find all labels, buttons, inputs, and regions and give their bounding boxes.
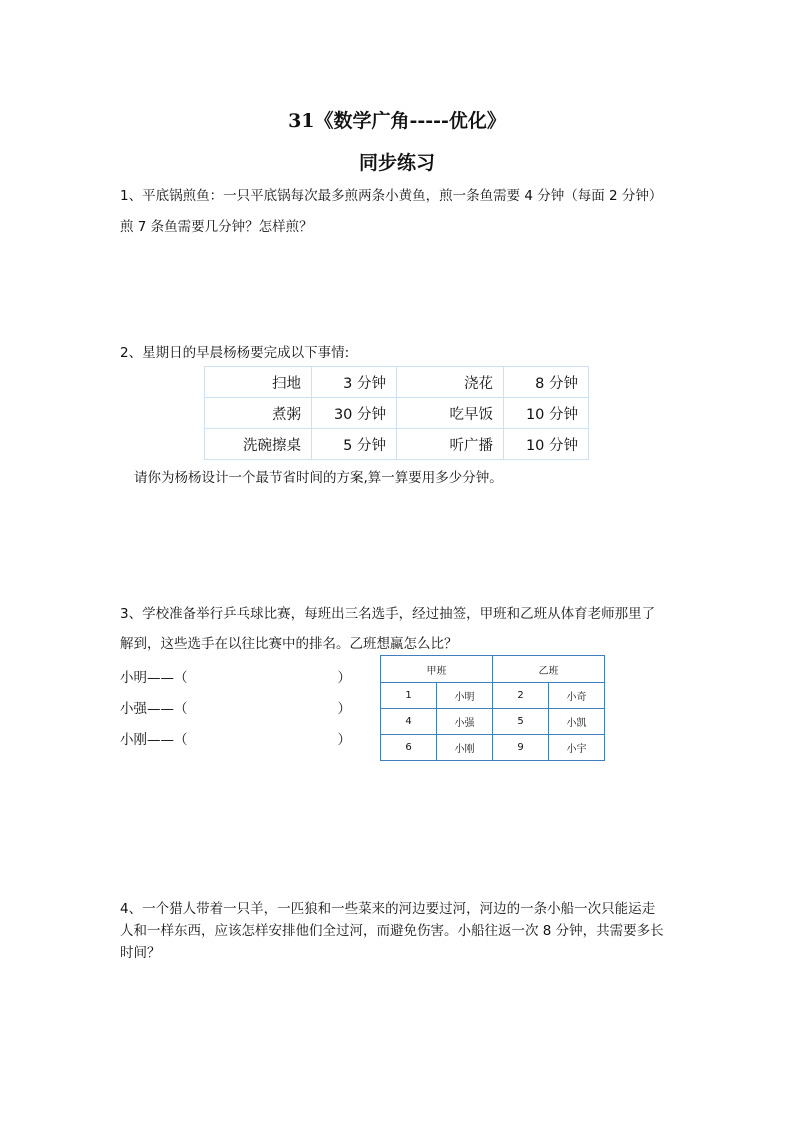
task-name: 扫地 <box>205 367 312 398</box>
task-time: 30 分钟 <box>312 398 397 429</box>
table-row <box>205 429 589 460</box>
task-time: 10 分钟 <box>504 429 589 460</box>
task-time: 5 分钟 <box>312 429 397 460</box>
task-time: 10 分钟 <box>504 398 589 429</box>
q1-line2: 煎 7 条鱼需要几分钟？怎样煎？ <box>120 219 313 235</box>
table-row <box>381 709 605 735</box>
q2-prompt: 请你为杨杨设计一个最节省时间的方案,算一算要用多少分钟。 <box>134 470 503 486</box>
player-cell: 小强 <box>437 709 493 735</box>
fill-label: 小明——（ <box>120 670 188 686</box>
q4-line1: 4、一个猎人带着一只羊，一匹狼和一些菜来的河边要过河，河边的一条小船一次只能运走 <box>120 901 656 917</box>
table-row <box>205 367 589 398</box>
fill-label: 小刚——（ <box>120 732 188 748</box>
rank-cell: 4 <box>381 709 437 735</box>
rank-cell: 1 <box>381 683 437 709</box>
task-name: 吃早饭 <box>397 398 504 429</box>
page-title: 31《数学广角-----优化》 <box>288 110 506 132</box>
player-cell: 小宇 <box>549 735 605 761</box>
q2-task-table <box>204 366 589 460</box>
fill-blank-xiaogang[interactable]: 小刚——（ ） <box>120 732 351 748</box>
table-row <box>381 735 605 761</box>
task-time: 3 分钟 <box>312 367 397 398</box>
q4-line3: 时间？ <box>120 945 161 961</box>
table-header-row <box>381 656 605 683</box>
fill-blank-xiaoqiang[interactable]: 小强——（ ） <box>120 701 351 717</box>
task-time: 8 分钟 <box>504 367 589 398</box>
rank-cell: 5 <box>493 709 549 735</box>
player-cell: 小刚 <box>437 735 493 761</box>
fill-blank-xiaoming[interactable]: 小明——（ ） <box>120 670 351 686</box>
q2-intro: 2、星期日的早晨杨杨要完成以下事情: <box>120 345 350 361</box>
task-name: 听广播 <box>397 429 504 460</box>
player-cell: 小奇 <box>549 683 605 709</box>
rank-cell: 9 <box>493 735 549 761</box>
table-row <box>205 398 589 429</box>
q3-line1: 3、学校准备举行乒乓球比赛，每班出三名选手，经过抽签，甲班和乙班从体育老师那里了 <box>120 606 656 622</box>
rank-cell: 2 <box>493 683 549 709</box>
q1-line1: 1、平底锅煎鱼：一只平底锅每次最多煎两条小黄鱼，煎一条鱼需要 4 分钟（每面 2 分钟） <box>120 188 663 204</box>
player-cell: 小凯 <box>549 709 605 735</box>
table-row <box>381 683 605 709</box>
header-class-yi: 乙班 <box>493 656 605 683</box>
q3-line2: 解到，这些选手在以往比赛中的排名。乙班想赢怎么比？ <box>120 636 458 652</box>
header-class-jia: 甲班 <box>381 656 493 683</box>
player-cell: 小明 <box>437 683 493 709</box>
q3-ranking-table <box>380 655 605 761</box>
task-name: 浇花 <box>397 367 504 398</box>
task-name: 洗碗擦桌 <box>205 429 312 460</box>
fill-label: 小强——（ <box>120 701 188 717</box>
task-name: 煮粥 <box>205 398 312 429</box>
q4-line2: 人和一样东西，应该怎样安排他们全过河，而避免伤害。小船往返一次 8 分钟，共需要多长 <box>120 923 664 939</box>
page-subtitle: 同步练习 <box>358 152 435 174</box>
rank-cell: 6 <box>381 735 437 761</box>
